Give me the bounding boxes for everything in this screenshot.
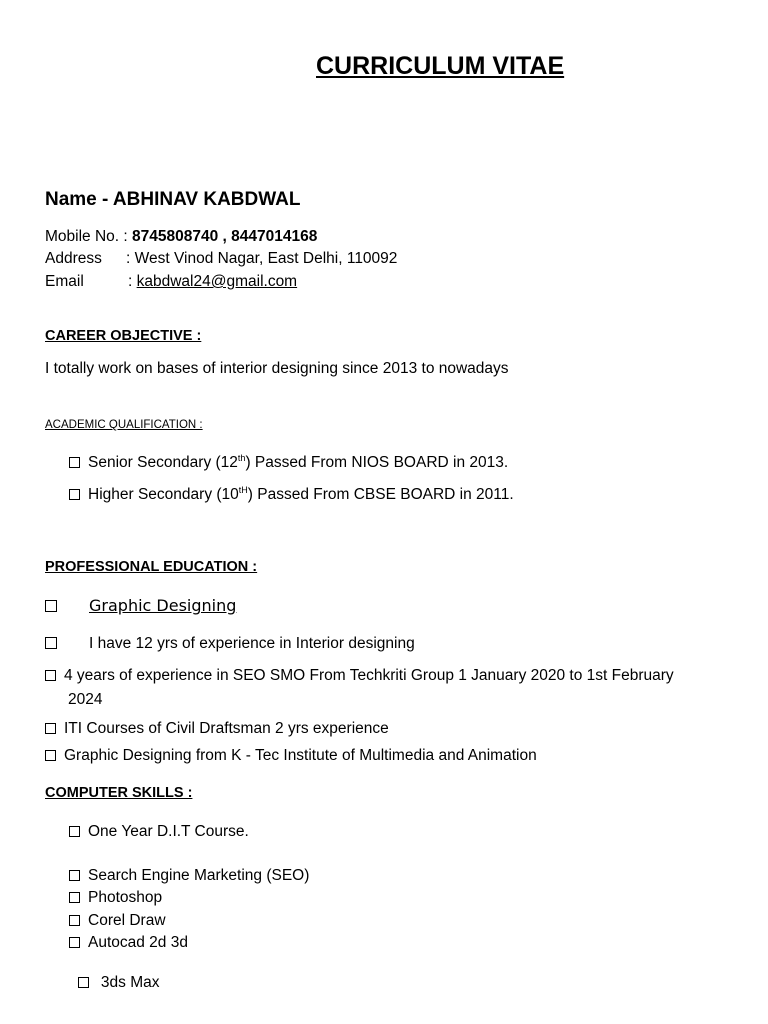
academic-item	[69, 454, 508, 472]
professional-item	[45, 596, 236, 616]
academic-item	[69, 486, 514, 504]
checkbox-icon	[45, 600, 57, 612]
skill-label: One Year D.I.T Course.	[88, 823, 249, 840]
academic-item-text-end: ) Passed From NIOS BOARD in 2013.	[245, 454, 509, 471]
checkbox-icon	[69, 915, 80, 926]
mobile-value: 8745808740 , 8447014168	[132, 228, 318, 245]
academic-item-text: Higher Secondary (10	[88, 486, 239, 503]
computer-skills-heading: COMPUTER SKILLS :	[45, 785, 193, 801]
skill-item	[69, 956, 160, 992]
email-link[interactable]: kabdwal24@gmail.com	[136, 273, 298, 290]
checkbox-icon	[69, 892, 80, 903]
skill-item	[69, 889, 162, 907]
skill-label: Photoshop	[88, 889, 163, 906]
candidate-name: Name - ABHINAV KABDWAL	[45, 189, 301, 210]
interior-experience: I have 12 yrs of experience in Interior designing	[89, 635, 415, 652]
academic-item-sup: th	[237, 453, 246, 463]
professional-item	[45, 720, 389, 738]
academic-item-text: Senior Secondary (12	[88, 454, 238, 471]
checkbox-icon	[45, 723, 56, 734]
graphic-designing-label: Graphic Designing	[89, 596, 237, 615]
checkbox-icon	[69, 489, 80, 500]
skill-item	[69, 934, 188, 952]
checkbox-icon	[45, 670, 56, 681]
skill-label: Search Engine Marketing (SEO)	[88, 867, 310, 884]
email-row	[45, 273, 297, 291]
professional-item	[45, 747, 537, 765]
seo-experience-line2: 2024	[68, 691, 103, 708]
skill-label: Autocad 2d 3d	[88, 934, 188, 951]
checkbox-icon	[69, 457, 80, 468]
skill-label: 3ds Max	[96, 974, 160, 991]
address-row	[45, 250, 397, 268]
document-title: CURRICULUM VITAE	[316, 52, 565, 80]
checkbox-icon	[69, 937, 80, 948]
skill-label: Corel Draw	[88, 912, 166, 929]
career-objective-heading: CAREER OBJECTIVE :	[45, 328, 202, 344]
professional-item	[45, 667, 674, 685]
academic-heading: ACADEMIC QUALIFICATION :	[45, 419, 203, 431]
seo-experience-line1: 4 years of experience in SEO SMO From Techkriti Group 1 January 2020 to 1st February	[64, 667, 674, 684]
ktec-course: Graphic Designing from K - Tec Institute of Multimedia and Animation	[64, 747, 537, 764]
email-label: Email	[45, 273, 84, 290]
skill-item	[69, 912, 166, 930]
career-objective-text: I totally work on bases of interior designing since 2013 to nowadays	[45, 360, 509, 377]
professional-item	[45, 635, 415, 653]
mobile-label: Mobile No. :	[45, 228, 133, 245]
academic-item-text-end: ) Passed From CBSE BOARD in 2011.	[247, 486, 514, 503]
skill-item	[69, 823, 249, 841]
skill-item	[69, 867, 309, 885]
address-label: Address	[45, 250, 102, 267]
address-value: : West Vinod Nagar, East Delhi, 110092	[126, 250, 398, 267]
academic-item-sup: tH	[238, 485, 248, 495]
checkbox-icon	[45, 637, 57, 649]
checkbox-icon	[69, 826, 80, 837]
checkbox-icon	[69, 870, 80, 881]
email-separator: :	[128, 273, 137, 290]
professional-heading: PROFESSIONAL EDUCATION :	[45, 559, 258, 575]
checkbox-icon	[45, 750, 56, 761]
checkbox-icon	[78, 977, 89, 988]
mobile-row	[45, 228, 317, 246]
iti-course: ITI Courses of Civil Draftsman 2 yrs experience	[64, 720, 389, 737]
